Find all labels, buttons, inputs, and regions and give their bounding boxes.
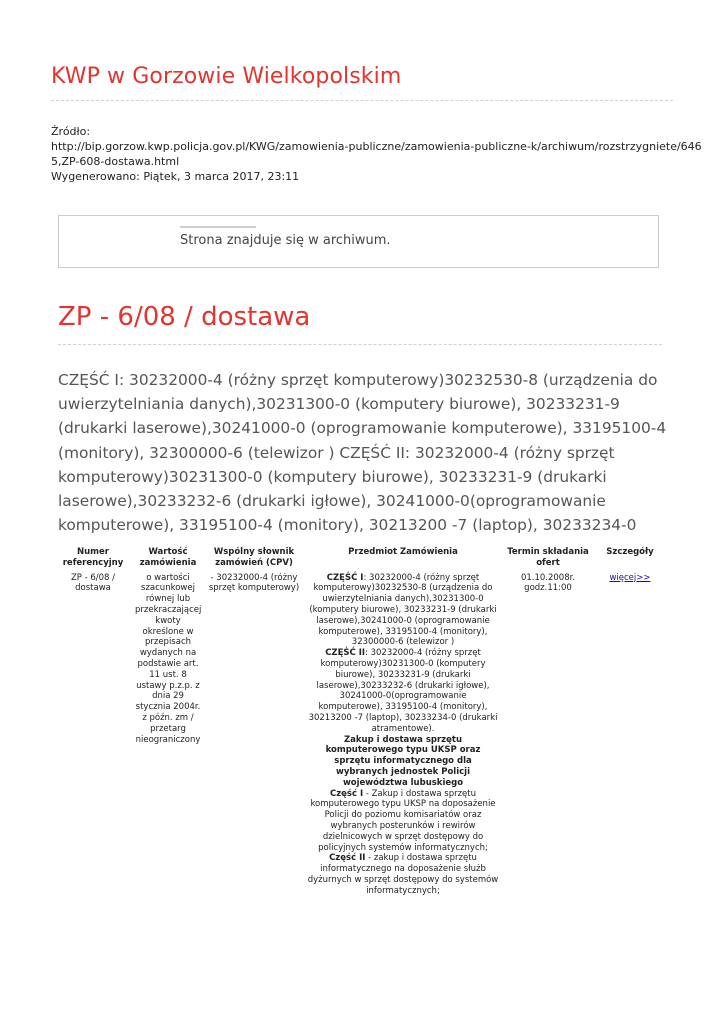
generated-date: Wygenerowano: Piątek, 3 marca 2017, 23:11 [51,170,300,183]
subject-part2-text: : 30232000-4 (różny sprzęt komputerowy)30231300-0 (komputery biurowe), 30233231-9 (drukarki laserowe),30233232-6 (drukarki igłowe), 30241000-0(oprogramowanie komputerowe), 33195100-4 (monitory), 30213200 -7 (laptop), 30233234-0 (drukarki atramentowe). [308,648,498,734]
archive-notice-rule [180,226,256,228]
source-url-line-1: http://bip.gorzow.kwp.policja.gov.pl/KWG/zamowienia-publiczne/zamowienia-publiczne-k/archiwum/rozstrzygniete/646 [51,140,702,153]
table-header-row [54,547,666,571]
cell-subject [304,571,502,899]
header-cpv: Wspólny słownik zamówień (CPV) [213,547,295,568]
cell-value: o wartości szacunkowej równej lub przekraczającej kwoty określone w przepisach wydanych na podstawie art. 11 ust. 8 ustawy p.z.p. z dnia 29 stycznia 2004r. z późn. zm / przetarg nieograniczony [135,572,202,745]
subject-part2-label: CZĘŚĆ II [325,648,366,659]
subject-lot2-label: Część II [329,853,366,864]
subject-part1-text: : 30232000-4 (różny sprzęt komputerowy)30232530-8 (urządzenia do uwierzytelniania danych),30231300-0 (komputery biurowe), 30233231-9 (drukarki laserowe),30241000-0 (oprogramowanie komputerowe), 33195100-4 (monitory), 32300000-6 (telewizor ) [309,572,497,648]
header-details: Szczegóły [606,547,654,557]
page-title: ZP - 6/08 / dostawa [58,302,311,332]
lead-text: CZĘŚĆ I: 30232000-4 (różny sprzęt komputerowy)30232530-8 (urządzenia do uwierzytelniania danych),30231300-0 (komputery biurowe), 30233231-9 (drukarki laserowe),30241000-0 (oprogramowanie komputerowe), 33195100-4 (monitory), 32300000-6 (telewizor ) CZĘŚĆ II: 30232000-4 (różny sprzęt komputerowy)30231300-0 (komputery biurowe), 30233231-9 (drukarki laserowe),30233232-6 (drukarki igłowe), 30241000-0(oprogramowanie komputerowe), 33195100-4 (monitory), 30213200 -7 (laptop), 30233234-0 [58,371,667,535]
site-title: KWP w Gorzowie Wielkopolskim [51,64,402,89]
header-deadline: Termin składania ofert [507,547,589,568]
cell-deadline [502,571,594,899]
table-row [54,571,666,899]
archive-notice-box [58,215,659,268]
header-subject: Przedmiot Zamówienia [348,547,458,557]
deadline-time: godz.11:00 [524,583,572,594]
orders-table [54,547,666,899]
deadline-date: 01.10.2008r. [520,572,576,583]
archive-notice-text: Strona znajduje się w archiwum. [180,233,391,248]
header-divider [51,100,673,101]
subject-heading: Zakup i dostawa sprzętu komputerowego typu UKSP oraz sprzętu informatycznego dla wybranych jednostek Policji województwa lubuskiego [325,734,481,788]
details-link[interactable]: więcej>> [609,572,651,583]
subject-lot2-text: - zakup i dostawa sprzętu informatycznego na doposażenie służb dyżurnych w sprzęt dostępowy do systemów informatycznych; [307,853,499,896]
source-info [51,124,702,184]
subject-lot1-text: - Zakup i dostawa sprzętu komputerowego typu UKSP na doposażenie Policji do poziomu komisariatów oraz wybranych posterunków i rewirów dzielnicowych w sprzęt dostępowy do policyjnych systemów informatycznych; [310,788,496,853]
cell-cpv: - 30232000-4 (różny sprzęt komputerowy) [208,572,300,594]
header-ref: Numer referencyjny [62,547,124,568]
header-value: Wartość zamówienia [139,547,197,568]
cell-ref: ZP - 6/08 / dostawa [70,572,116,594]
cell-details [594,571,666,899]
subject-lot1-label: Część I [329,788,364,799]
lead-text-container [58,368,668,540]
subject-part1-label: CZĘŚĆ I [326,572,364,583]
title-divider [58,344,662,345]
source-url-line-2: 5,ZP-608-dostawa.html [51,155,180,168]
source-label: Źródło: [51,125,91,138]
